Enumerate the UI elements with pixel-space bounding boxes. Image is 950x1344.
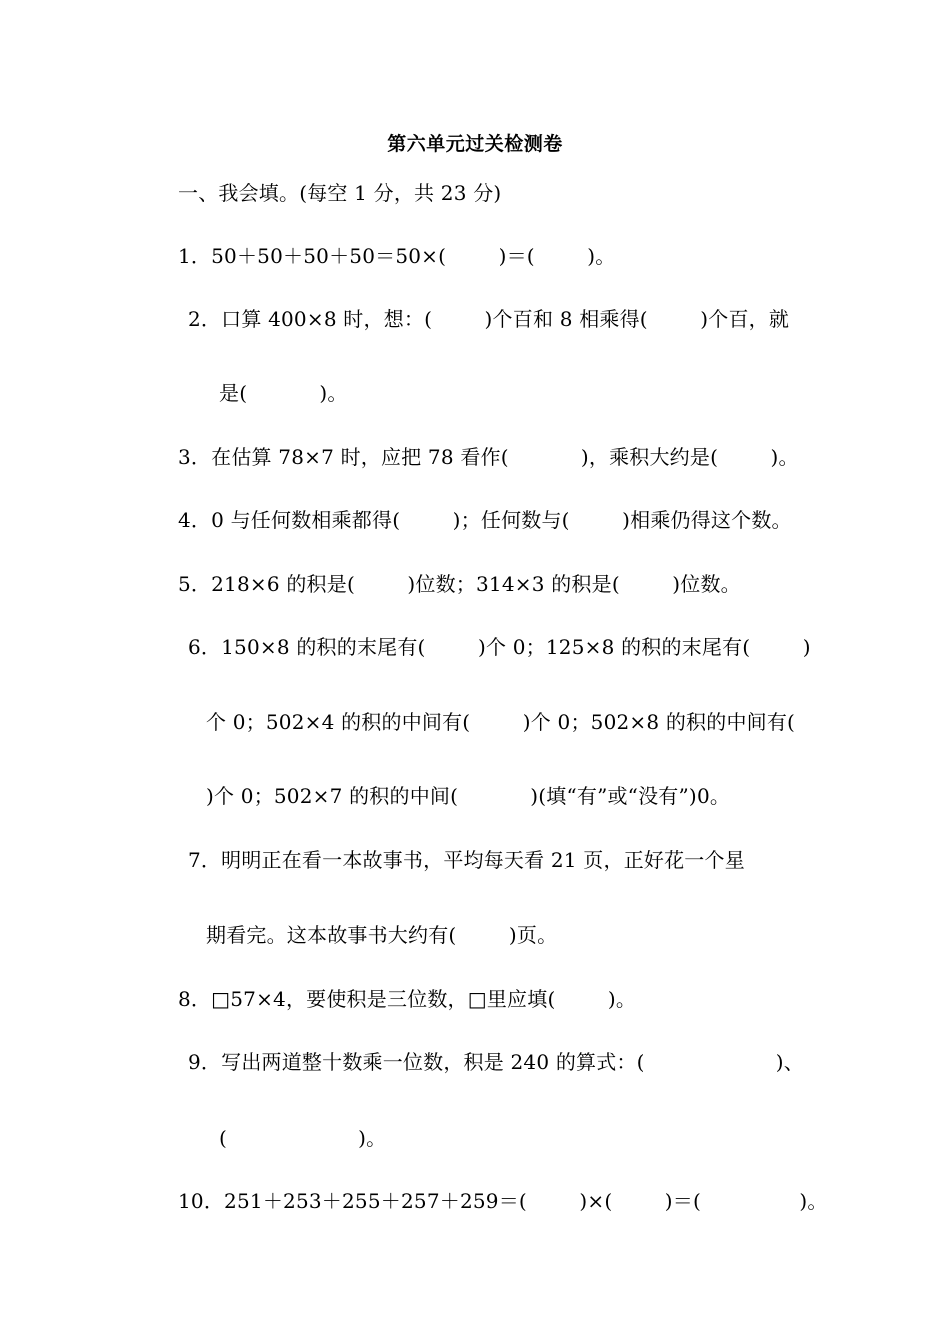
question-9-line-1: 9．写出两道整十数乘一位数，积是 240 的算式：( )、	[188, 1050, 804, 1074]
question-7-line-1: 7．明明正在看一本故事书，平均每天看 21 页，正好花一个星	[188, 848, 745, 872]
question-2-line-1: 2．口算 400×8 时，想：( )个百和 8 相乘得( )个百，就	[188, 307, 790, 331]
question-5-line-1: 5．218×6 的积是( )位数；314×3 的积是( )位数。	[178, 572, 741, 596]
question-2-line-2: 是( )。	[219, 381, 348, 405]
question-6-line-2: 个 0；502×4 的积的中间有( )个 0；502×8 的积的中间有(	[206, 710, 796, 734]
question-9-line-2: ( )。	[219, 1126, 387, 1150]
page-title: 第六单元过关检测卷	[387, 133, 563, 155]
question-3-line-1: 3．在估算 78×7 时，应把 78 看作( )，乘积大约是( )。	[178, 445, 799, 469]
question-6-line-1: 6．150×8 的积的末尾有( )个 0；125×8 的积的末尾有( )	[188, 635, 811, 659]
question-6-line-3: )个 0；502×7 的积的中间( )(填“有”或“没有”)0。	[206, 784, 731, 808]
question-4-line-1: 4．0 与任何数相乘都得( )；任何数与( )相乘仍得这个数。	[178, 508, 792, 532]
question-7-line-2: 期看完。这本故事书大约有( )页。	[206, 923, 558, 947]
question-1-line-1: 1．50＋50＋50＋50＝50×( )＝( )。	[178, 244, 616, 268]
section-heading: 一、我会填。(每空 1 分，共 23 分)	[178, 181, 502, 205]
question-8-line-1: 8．□57×4，要使积是三位数，□里应填( )。	[178, 987, 637, 1011]
question-10-line-1: 10．251＋253＋255＋257＋259＝( )×( )＝( )。	[178, 1189, 828, 1213]
